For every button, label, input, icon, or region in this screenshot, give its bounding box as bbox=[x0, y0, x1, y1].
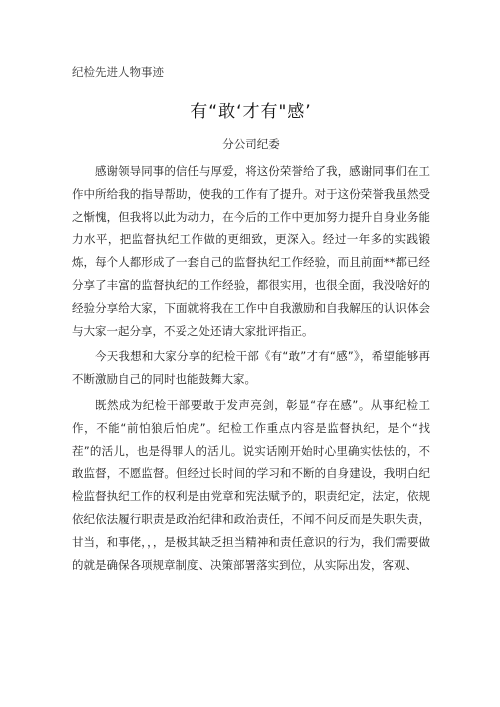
body-paragraph-3: 既然成为纪检干部要敢于发声亮剑，彰显“存在感”。从事纪检工作，不能“前怕狼后怕虎”。纪检工作重点内容是监督执纪，是个“找茬”的活儿，也是得罪人的活儿。说实话刚开始时心里确实怯怯的，不敢监督，不愿监督。但经过长时间的学习和不断的自身建设，我明白纪检监督执纪工作的权利是由党章和宪法赋予的，职责纪定，法定，依规依纪依法履行职责是政治纪律和政治责任，不闻不问反而是失职失责，甘当，和事佬，，，是极其缺乏担当精神和责任意识的行为，我们需要做的就是确保各项规章制度、决策部署落实到位，从实际出发，客观、 bbox=[72, 397, 430, 572]
document-title: 有“敢‘才有"感’ bbox=[190, 102, 312, 122]
body-paragraph-1: 感谢领导同事的信任与厚爱，将这份荣誉给了我，感谢同事们在工作中所给我的指导帮助，使我的工作有了提升。对于这份荣誉我虽然受之惭愧，但我将以此为动力，在今后的工作中更加努力提升自身业务能力水平，把监督执纪工作做的更细致，更深入。经过一年多的实践锻炼，每个人都形成了一套自己的监督执纪工作经验，而且前面**都已经分享了丰富的监督执纪的工作经验，都很实用，也很全面，我没啥好的经验分享给大家，下面就将我在工作中自我激励和自我解压的认识体会与大家一起分享，不妥之处还请大家批评指正。 bbox=[72, 164, 430, 338]
document-category: 纪检先进人物事迹 bbox=[72, 65, 164, 79]
document-author: 分公司纪委 bbox=[222, 137, 280, 151]
body-paragraph-2: 今天我想和大家分享的纪检干部《有“敢”才有“感”》，希望能够再不断激励自己的同时也能鼓舞大家。 bbox=[72, 349, 430, 387]
